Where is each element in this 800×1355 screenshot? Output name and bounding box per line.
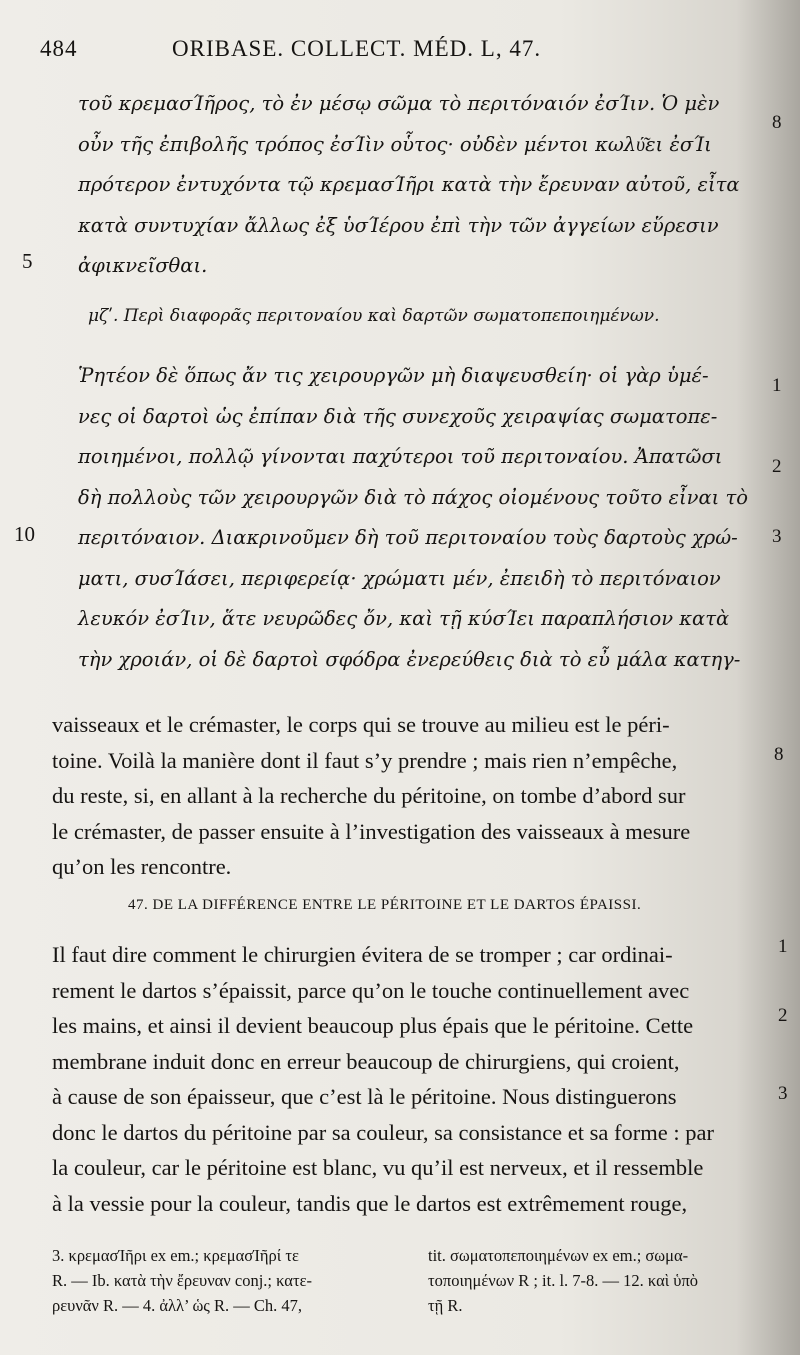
greek-line: πρότερον ἐντυχόντα τῷ κρεμασΊῆρι κατὰ τὴν ἔρευναν αὐτοῦ, εἶτα bbox=[78, 173, 740, 196]
margin-number: 1 bbox=[772, 375, 782, 396]
french-line: à cause de son épaisseur, que c’est là le péritoine. Nous distinguerons bbox=[52, 1084, 677, 1109]
margin-number: 3 bbox=[772, 526, 782, 547]
greek-line: κατὰ συντυχίαν ἄλλως ἐξ ὑσΊέρου ἐπὶ τὴν τῶν ἀγγείων εὕρεσιν bbox=[78, 213, 719, 237]
margin-number: 8 bbox=[774, 744, 784, 765]
greek-line: ματι, συσΊάσει, περιφερείᾳ· χρώματι μέν, ἐπειδὴ τὸ περιτόναιον bbox=[78, 566, 721, 590]
greek-line: ἀφικνεῖσθαι. bbox=[78, 254, 208, 277]
french-line: les mains, et ainsi il devient beaucoup plus épais que le péritoine. Cette bbox=[52, 1013, 694, 1038]
page-number: 484 bbox=[40, 36, 78, 61]
footnote-line: τῇ R. bbox=[428, 1296, 463, 1315]
greek-line: νες οἱ δαρτοὶ ὡς ἐπίπαν διὰ τῆς συνεχοῦς χειραψίας σωματοπε- bbox=[78, 404, 718, 428]
footnote-line: 3. κρεμασΊῆρι ex em.; κρεμασΊῆρί τε bbox=[52, 1246, 299, 1265]
french-line: le crémaster, de passer ensuite à l’investigation des vaisseaux à mesure bbox=[52, 818, 691, 844]
footnotes-right bbox=[428, 1243, 768, 1318]
greek-line: τὴν χροιάν, οἱ δὲ δαρτοὶ σφόδρα ἐνερεύθεις διὰ τὸ εὖ μάλα κατηγ- bbox=[78, 647, 741, 671]
french-line: à la vessie pour la couleur, tandis que le dartos est extrêmement rouge, bbox=[52, 1190, 688, 1216]
french-line: toine. Voilà la manière dont il faut s’y prendre ; mais rien n’empêche, bbox=[52, 747, 678, 773]
french-line: la couleur, car le péritoine est blanc, vu qu’il est nerveux, et il ressemble bbox=[52, 1155, 704, 1180]
greek-line: Ῥητέον δὲ ὅπως ἄν τις χειρουργῶν μὴ διαψευσθείη· οἱ γὰρ ὑμέ- bbox=[78, 364, 709, 387]
margin-number: 1 bbox=[778, 936, 788, 957]
greek-paragraph-top bbox=[78, 84, 768, 287]
greek-line: περιτόναιον. Διακρινοῦμεν δὴ τοῦ περιτοναίου τοὺς δαρτοὺς χρώ- bbox=[78, 526, 738, 549]
french-section-title: 47. DE LA DIFFÉRENCE ENTRE LE PÉRITOINE ET LE DARTOS ÉPAISSI. bbox=[128, 897, 642, 913]
french-line: Il faut dire comment le chirurgien évitera de se tromper ; car ordinai- bbox=[52, 942, 673, 967]
french-paragraph-top bbox=[52, 707, 772, 885]
greek-line: δὴ πολλοὺς τῶν χειρουργῶν διὰ τὸ πάχος οἰομένους τοῦτο εἶναι τὸ bbox=[78, 485, 748, 509]
line-number: 10 bbox=[14, 522, 35, 546]
greek-line: ποιημένοι, πολλῷ γίνονται παχύτεροι τοῦ περιτοναίου. Ἀπατῶσι bbox=[78, 445, 723, 468]
french-line: du reste, si, en allant à la recherche du péritoine, on tombe d’abord sur bbox=[52, 783, 686, 808]
french-line: vaisseaux et le crémaster, le corps qui se trouve au milieu est le péri- bbox=[52, 712, 670, 737]
french-line: rement le dartos s’épaissit, parce qu’on le touche continuellement avec bbox=[52, 977, 690, 1003]
margin-number: 2 bbox=[772, 456, 782, 477]
french-line: qu’on les rencontre. bbox=[52, 854, 232, 879]
french-paragraph-section bbox=[52, 937, 772, 1221]
greek-line: τοῦ κρεμασΊῆρος, τὸ ἐν μέσῳ σῶμα τὸ περιτόναιόν ἐσΊιν. Ὁ μὲν bbox=[78, 92, 720, 115]
line-number: 5 bbox=[22, 249, 33, 273]
greek-section-title: μζʹ. Περὶ διαφορᾶς περιτοναίου καὶ δαρτῶν σωματοπεποιημένων. bbox=[88, 306, 660, 326]
greek-line: λευκόν ἐσΊιν, ἅτε νευρῶδες ὄν, καὶ τῇ κύσΊει παραπλήσιον κατὰ bbox=[78, 607, 730, 630]
margin-number: 3 bbox=[778, 1083, 788, 1104]
footnote-line: tit. σωματοπεποιημένων ex em.; σωμα- bbox=[428, 1246, 689, 1265]
french-line: membrane induit donc en erreur beaucoup de chirurgiens, qui croient, bbox=[52, 1048, 680, 1074]
footnote-line: R. — Ib. κατὰ τὴν ἔρευναν conj.; κατε- bbox=[52, 1271, 312, 1290]
margin-number: 2 bbox=[778, 1005, 788, 1026]
margin-number: 8 bbox=[772, 112, 782, 133]
french-line: donc le dartos du péritoine par sa couleur, sa consistance et sa forme : par bbox=[52, 1119, 714, 1145]
footnotes-left bbox=[52, 1243, 402, 1318]
greek-line: οὖν τῆς ἐπιβολῆς τρόπος ἐσΊὶν οὗτος· οὐδὲν μέντοι κωλύ͂ει ἐσΊι bbox=[78, 132, 712, 156]
footnote-line: ρευνᾶν R. — 4. ἀλλ’ ὡς R. — Ch. 47, bbox=[52, 1296, 302, 1315]
running-title: ORIBASE. COLLECT. MÉD. L, 47. bbox=[172, 36, 542, 61]
footnote-line: τοποιημένων R ; it. l. 7-8. — 12. καὶ ὑπὸ bbox=[428, 1271, 699, 1290]
greek-paragraph-section bbox=[78, 356, 768, 680]
